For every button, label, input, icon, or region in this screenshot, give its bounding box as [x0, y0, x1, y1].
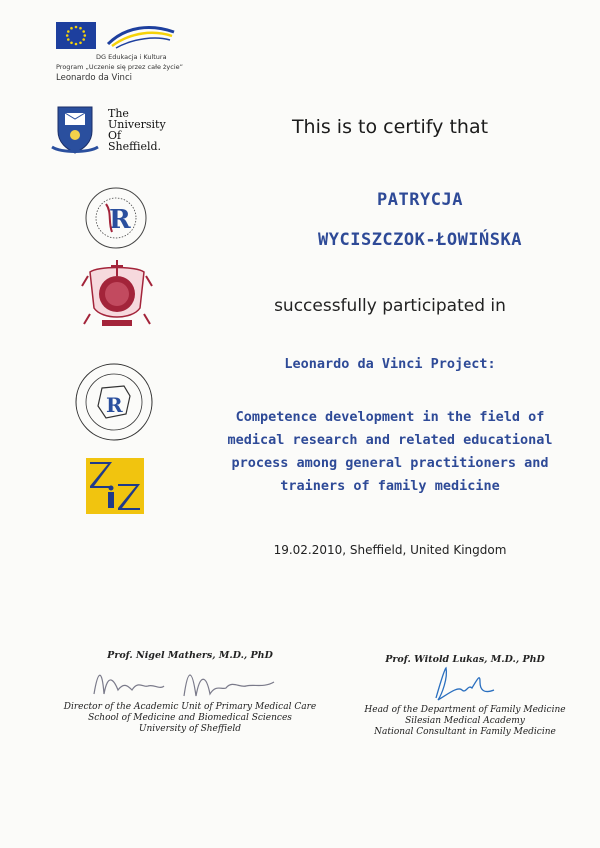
role-line: School of Medicine and Biomedical Sciences [88, 713, 292, 723]
project-description [215, 406, 565, 498]
description-line: medical research and related educational [227, 432, 553, 448]
role-line: National Consultant in Family Medicine [374, 727, 556, 737]
college-family-physicians-seal-icon [72, 360, 156, 444]
recipient-name [170, 180, 600, 260]
medical-society-seal-icon [84, 186, 148, 250]
academy-crest-icon [80, 258, 154, 332]
right-signature-scribble [428, 664, 508, 704]
role-line: Head of the Department of Family Medicine [364, 705, 566, 715]
role-line: University of Sheffield [138, 724, 242, 734]
dg-education-culture-label: DG Edukacja i Kultura [96, 53, 167, 61]
description-line: Competence development in the field of [235, 409, 545, 425]
leonardo-da-vinci-label: Leonardo da Vinci [56, 73, 132, 83]
left-signatory-roles [60, 702, 320, 735]
right-signatory-name: Prof. Witold Lukas, M.D., PhD [385, 654, 545, 665]
sheffield-line: Sheffield. [108, 140, 162, 153]
date-place: 19.02.2010, Sheffield, United Kingdom [273, 543, 507, 557]
description-line: trainers of family medicine [280, 478, 500, 494]
sheffield-line: University [108, 118, 166, 131]
description-line: process among general practitioners and [231, 455, 549, 471]
participated-text: successfully participated in [274, 296, 506, 316]
role-line: Director of the Academic Unit of Primary Medical Care [63, 702, 317, 712]
sheffield-line: Of [108, 129, 122, 142]
left-signature-scribble [88, 660, 288, 704]
recipient-last-name: WYCISZCZOK-ŁOWIŃSKA [318, 230, 522, 250]
role-line: Silesian Medical Academy [405, 716, 525, 726]
izz-logo-icon [86, 458, 144, 514]
sheffield-line: The [108, 107, 129, 120]
svg-text:R: R [109, 205, 131, 235]
program-label: Program „Uczenie się przez całe życie” [56, 63, 184, 71]
recipient-first-name: PATRYCJA [377, 190, 463, 210]
lifelong-learning-swoosh-icon [106, 22, 176, 50]
certify-heading: This is to certify that [291, 116, 489, 138]
eu-flag-icon [56, 22, 96, 49]
project-title: Leonardo da Vinci Project: [284, 356, 496, 372]
left-signatory-name: Prof. Nigel Mathers, M.D., PhD [107, 650, 273, 661]
right-signatory-roles [345, 705, 585, 738]
svg-text:R: R [106, 393, 123, 417]
